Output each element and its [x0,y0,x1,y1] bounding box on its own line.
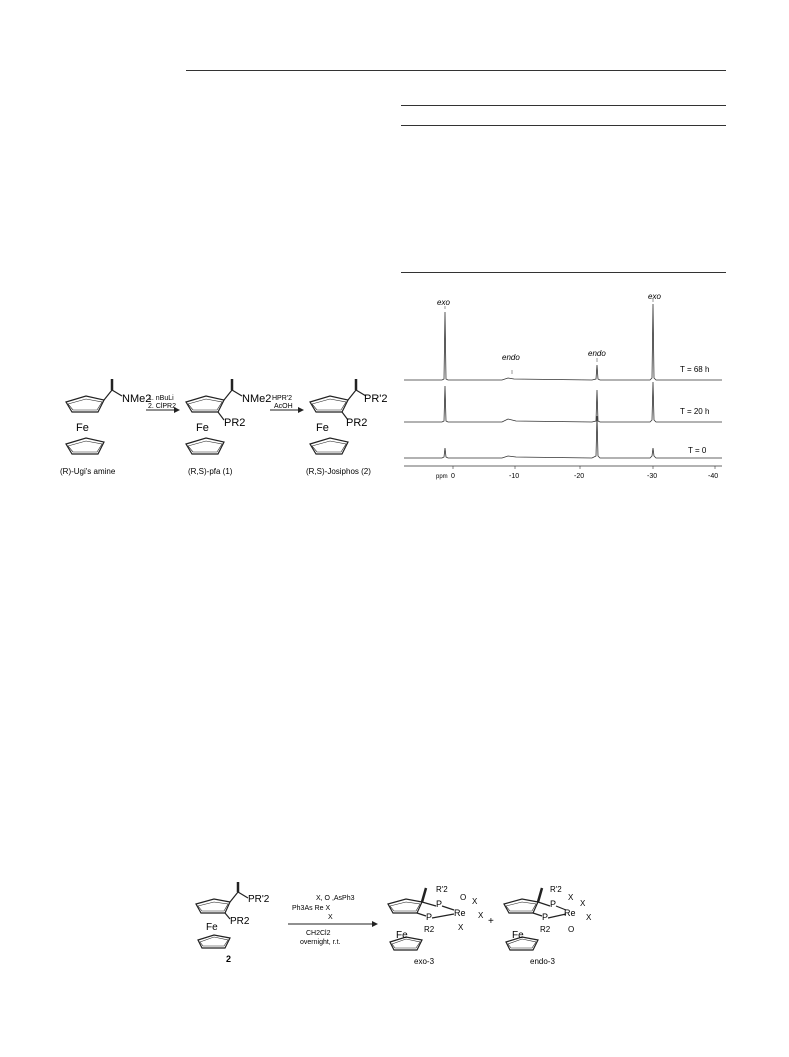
exo-3-o: O [460,893,467,902]
axis-unit: ppm [436,474,448,480]
exo-3-re: Re [454,908,466,918]
endo-3-x2: X [580,899,586,908]
trace-label-20h: T = 20 h [680,407,710,416]
conditions-1: CH2Cl2 [306,930,331,937]
endo-3-p2: P [542,912,549,922]
label-ugi-amine: (R)-Ugi's amine [60,467,116,476]
peak-label-exo-right: exo [648,292,661,301]
reagent-top: X, O ,AsPh3 [316,895,355,902]
table-top-rule [401,105,726,106]
table-bottom-rule [401,272,726,273]
arrow-2-line2: AcOH [274,403,293,410]
josiphos-prp2: PR'2 [364,393,388,405]
scheme-2-drawing [192,880,612,970]
reagent-bot: X [328,914,333,921]
tick-label-10: -10 [509,473,520,480]
compound-2-pr2: PR2 [230,916,250,927]
table-header-rule [401,125,726,126]
pfa-nme2: NMe2 [242,393,272,405]
pfa-fe: Fe [196,422,209,434]
ugi-amine-structure [66,379,122,454]
arrow-1-line1: 1. nBuLi [148,395,174,402]
arrow-2-line1: HPR'2 [272,395,293,402]
exo-3-r2: R2 [424,925,435,934]
compound-2-label: 2 [226,954,232,964]
conditions-2: overnight, r.t. [300,939,341,946]
nmr-spectrum-plot [402,290,728,490]
compound-2-prp2: PR'2 [248,894,270,905]
endo-3-x3: X [586,913,592,922]
endo-3-x1: X [568,893,574,902]
trace-20h [404,382,722,422]
endo-3-label: endo-3 [530,957,555,966]
ugi-fe: Fe [76,422,89,434]
tick-label-40: -40 [708,473,719,480]
reagent-mid: Ph3As Re X [292,905,331,912]
endo-3-o: O [568,925,575,934]
endo-3-re: Re [564,908,576,918]
endo-3-r2: R2 [540,925,551,934]
exo-3-x2: X [478,911,484,920]
arrow-2-head [298,407,304,413]
pfa-pr2: PR2 [224,417,246,429]
nmr-spectrum [402,290,728,490]
josiphos-fe: Fe [316,422,329,434]
label-pfa: (R,S)-pfa (1) [188,467,233,476]
peak-label-endo-right: endo [588,349,606,358]
endo-3-fe: Fe [512,930,524,941]
compound-2-fe: Fe [206,922,218,933]
scheme-2 [192,880,612,970]
peak-label-endo-left: endo [502,353,520,362]
trace-label-68h: T = 68 h [680,365,710,374]
trace-label-0h: T = 0 [688,446,707,455]
scheme-1 [58,370,388,480]
exo-3-fe: Fe [396,930,408,941]
exo-3-rprime: R'2 [436,885,448,894]
trace-68h [404,304,722,380]
tick-label-30: -30 [647,473,658,480]
scheme-1-drawing [58,370,388,480]
endo-3-p1: P [550,899,557,909]
exo-3-x1: X [472,897,478,906]
ugi-nme2: NMe2 [122,393,152,405]
exo-3-p2: P [426,912,433,922]
endo-3-rprime: R'2 [550,885,562,894]
arrow-3-head [372,921,378,927]
compound-2-structure [196,882,248,948]
peak-label-exo-left: exo [437,298,450,307]
exo-3-x3: X [458,923,464,932]
top-rule [186,70,726,71]
josiphos-pr2: PR2 [346,417,368,429]
exo-3-label: exo-3 [414,957,435,966]
plus-sign: + [488,916,494,927]
exo-3-p1: P [436,899,443,909]
tick-label-0: 0 [451,473,455,480]
label-josiphos: (R,S)-Josiphos (2) [306,467,371,476]
arrow-1-line2: 2. ClPR2 [148,403,177,410]
tick-label-20: -20 [574,473,585,480]
